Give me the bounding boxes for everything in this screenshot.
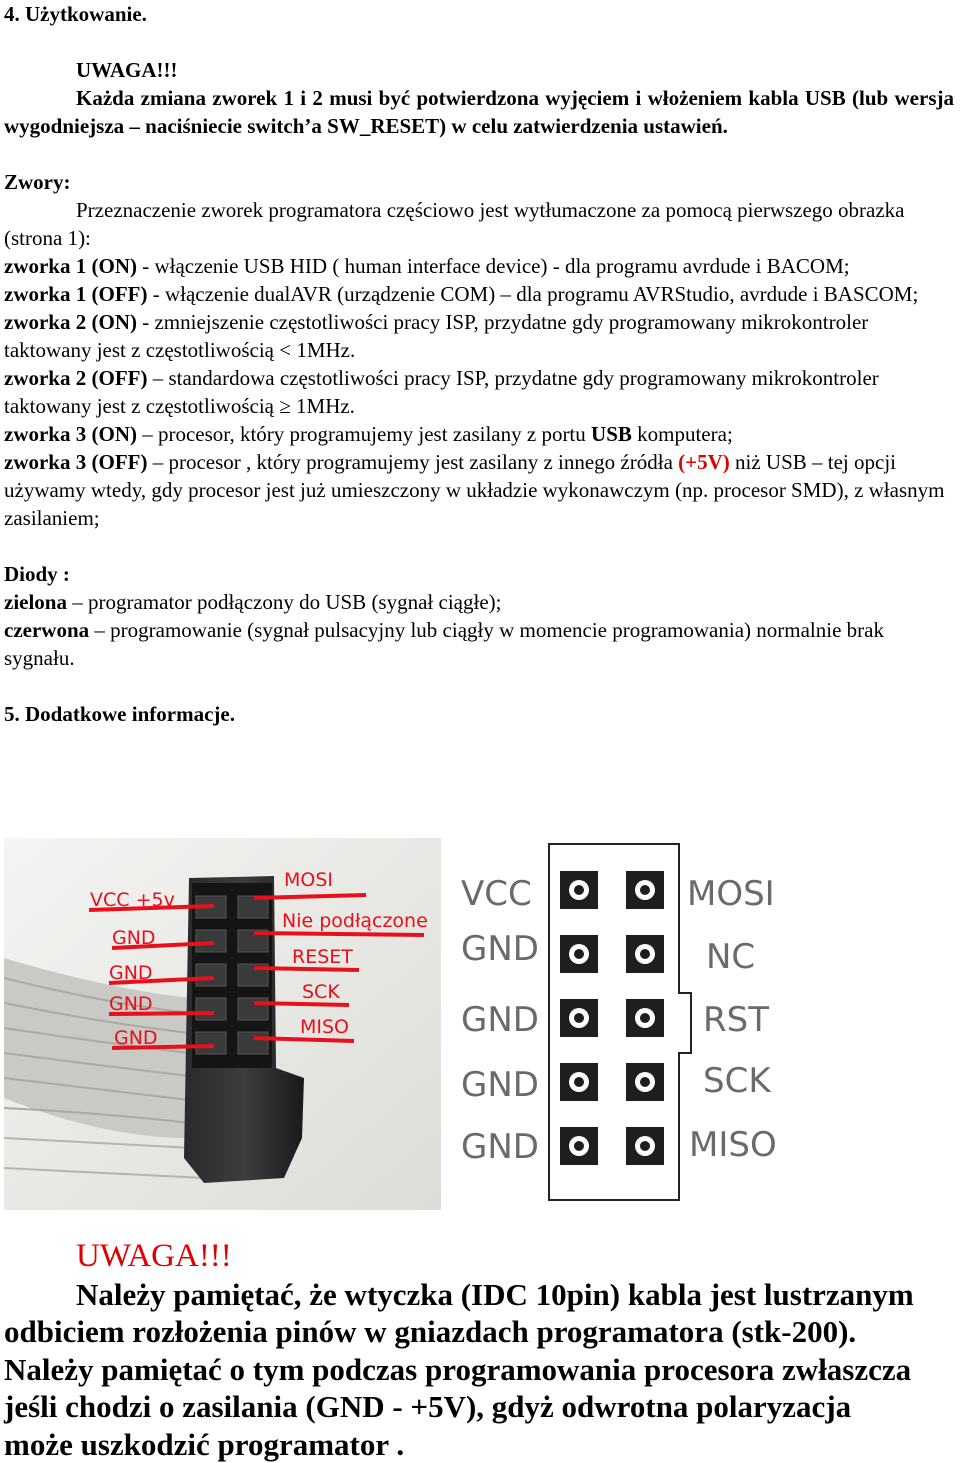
jumper-item xyxy=(4,280,954,308)
led-green xyxy=(4,588,954,616)
socket-pin-hole xyxy=(640,885,650,895)
socket-pin-hole xyxy=(640,1077,650,1087)
photo-label-right: SCK xyxy=(302,981,340,1003)
jumper-label: zworka 2 (OFF) xyxy=(4,366,148,390)
jumper-text: – procesor, który programujemy jest zasilany z portu xyxy=(136,422,592,446)
pinout-label-right: SCK xyxy=(703,1061,771,1101)
pinout-label-left: GND xyxy=(461,1000,539,1040)
uwaga-title: UWAGA!!! xyxy=(76,58,178,82)
jumper-label: zworka 1 (ON) xyxy=(4,254,137,278)
socket-pin-hole xyxy=(574,885,584,895)
led-red-text: – programowanie (sygnał pulsacyjny lub ciągły w momencie programowania) normalnie brak sygnału. xyxy=(4,618,884,670)
socket-pin-hole xyxy=(640,1141,650,1151)
uwaga-text: Każda zmiana zworek 1 i 2 musi być potwierdzona wyjęciem i włożeniem kabla USB (lub wersja wygodniejsza – naciśniecie switch’a SW_RESET) w celu zatwierdzenia ustawień. xyxy=(4,86,954,138)
jumper-text: – standardowa częstotliwości pracy ISP, przydatne gdy programowany mikrokontroler taktowany jest z częstotliwością ≥ 1MHz. xyxy=(4,366,879,418)
jumper-text: niż USB – tej opcji używamy wtedy, gdy procesor jest już umieszczony w układzie wykonawczym (np. procesor SMD), z własnym zasilaniem; xyxy=(4,450,945,530)
jumper-item xyxy=(4,252,954,280)
photo-label-right: MOSI xyxy=(284,869,334,891)
jumper-label: zworka 1 (OFF) xyxy=(4,282,148,306)
warning-line: jeśli chodzi o zasilania (GND - +5V), gdyż odwrotna polaryzacja xyxy=(4,1389,852,1424)
zwory-heading: Zwory: xyxy=(4,170,71,194)
plus5v-emphasis: (+5V) xyxy=(678,450,730,474)
idc-connector-photo xyxy=(4,838,441,1210)
uwaga-notice xyxy=(4,56,954,140)
led-green-label: zielona xyxy=(4,590,67,614)
pinout-label-right: MISO xyxy=(689,1125,777,1165)
zwory-intro: Przeznaczenie zworek programatora częściowo jest wytłumaczone za pomocą pierwszego obrazka (strona 1): xyxy=(4,198,905,250)
socket-pin-hole xyxy=(574,1141,584,1151)
photo-label-right: RESET xyxy=(292,946,353,968)
pinout-label-left: VCC xyxy=(461,874,532,914)
pinout-label-right: MOSI xyxy=(687,874,775,914)
warning-line: Należy pamiętać o tym podczas programowania procesora zwłaszcza xyxy=(4,1351,912,1387)
jumper-item xyxy=(4,364,954,420)
photo-label-left: GND xyxy=(109,962,153,984)
mirror-warning xyxy=(4,1238,956,1463)
pinout-label-right: NC xyxy=(706,937,756,977)
led-red-label: czerwona xyxy=(4,618,90,642)
section-5-heading: 5. Dodatkowe informacje. xyxy=(4,702,235,726)
jumper-label: zworka 3 (OFF) xyxy=(4,450,148,474)
photo-label-right: Nie podłączone xyxy=(282,910,428,932)
pinout-label-left: GND xyxy=(461,1065,539,1105)
usb-emphasis: USB xyxy=(591,422,632,446)
jumper-text: - włączenie dualAVR (urządzenie COM) – dla programu AVRStudio, avrdude i BASCOM; xyxy=(147,282,919,306)
section-4-heading: 4. Użytkowanie. xyxy=(4,2,147,26)
socket-pin-hole xyxy=(640,1013,650,1023)
diody-heading: Diody : xyxy=(4,562,70,586)
photo-label-left: GND xyxy=(114,1027,158,1049)
socket-pin-hole xyxy=(640,949,650,959)
photo-label-left: VCC +5v xyxy=(90,889,175,911)
jumper-item xyxy=(4,448,954,532)
warning-line: Należy pamiętać, że wtyczka (IDC 10pin) kabla jest lustrzanym xyxy=(76,1276,914,1312)
jumper-item xyxy=(4,308,954,364)
warning-line: odbiciem rozłożenia pinów w gniazdach programatora (stk-200). xyxy=(4,1314,857,1349)
pinout-label-left: GND xyxy=(461,1127,539,1167)
pinout-label-left: GND xyxy=(461,929,539,969)
jumper-item xyxy=(4,420,954,448)
warning-line: może uszkodzić programator . xyxy=(4,1426,405,1462)
jumper-text: komputera; xyxy=(631,422,733,446)
photo-label-right: MISO xyxy=(300,1016,350,1038)
led-green-text: – programator podłączony do USB (sygnał ciągłe); xyxy=(67,590,502,614)
warning-title: UWAGA!!! xyxy=(76,1238,232,1274)
photo-label-left: GND xyxy=(112,927,156,949)
socket-pin-hole xyxy=(574,1013,584,1023)
jumper-text: - włączenie USB HID ( human interface device) - dla programu avrdude i BACOM; xyxy=(136,254,850,278)
text-body xyxy=(4,0,954,728)
socket-pin-hole xyxy=(574,1077,584,1087)
pinout-label-right: RST xyxy=(703,1000,769,1040)
jumper-text: - zmniejszenie częstotliwości pracy ISP, przydatne gdy programowany mikrokontroler taktowany jest z częstotliwością < 1MHz. xyxy=(4,310,869,362)
socket-pin-hole xyxy=(574,949,584,959)
jumper-label: zworka 2 (ON) xyxy=(4,310,137,334)
jumper-label: zworka 3 (ON) xyxy=(4,422,137,446)
jumper-text: – procesor , który programujemy jest zasilany z innego źródła xyxy=(147,450,679,474)
led-red xyxy=(4,616,954,672)
idc-pinout-diagram xyxy=(453,838,793,1208)
photo-label-left: GND xyxy=(109,993,153,1015)
